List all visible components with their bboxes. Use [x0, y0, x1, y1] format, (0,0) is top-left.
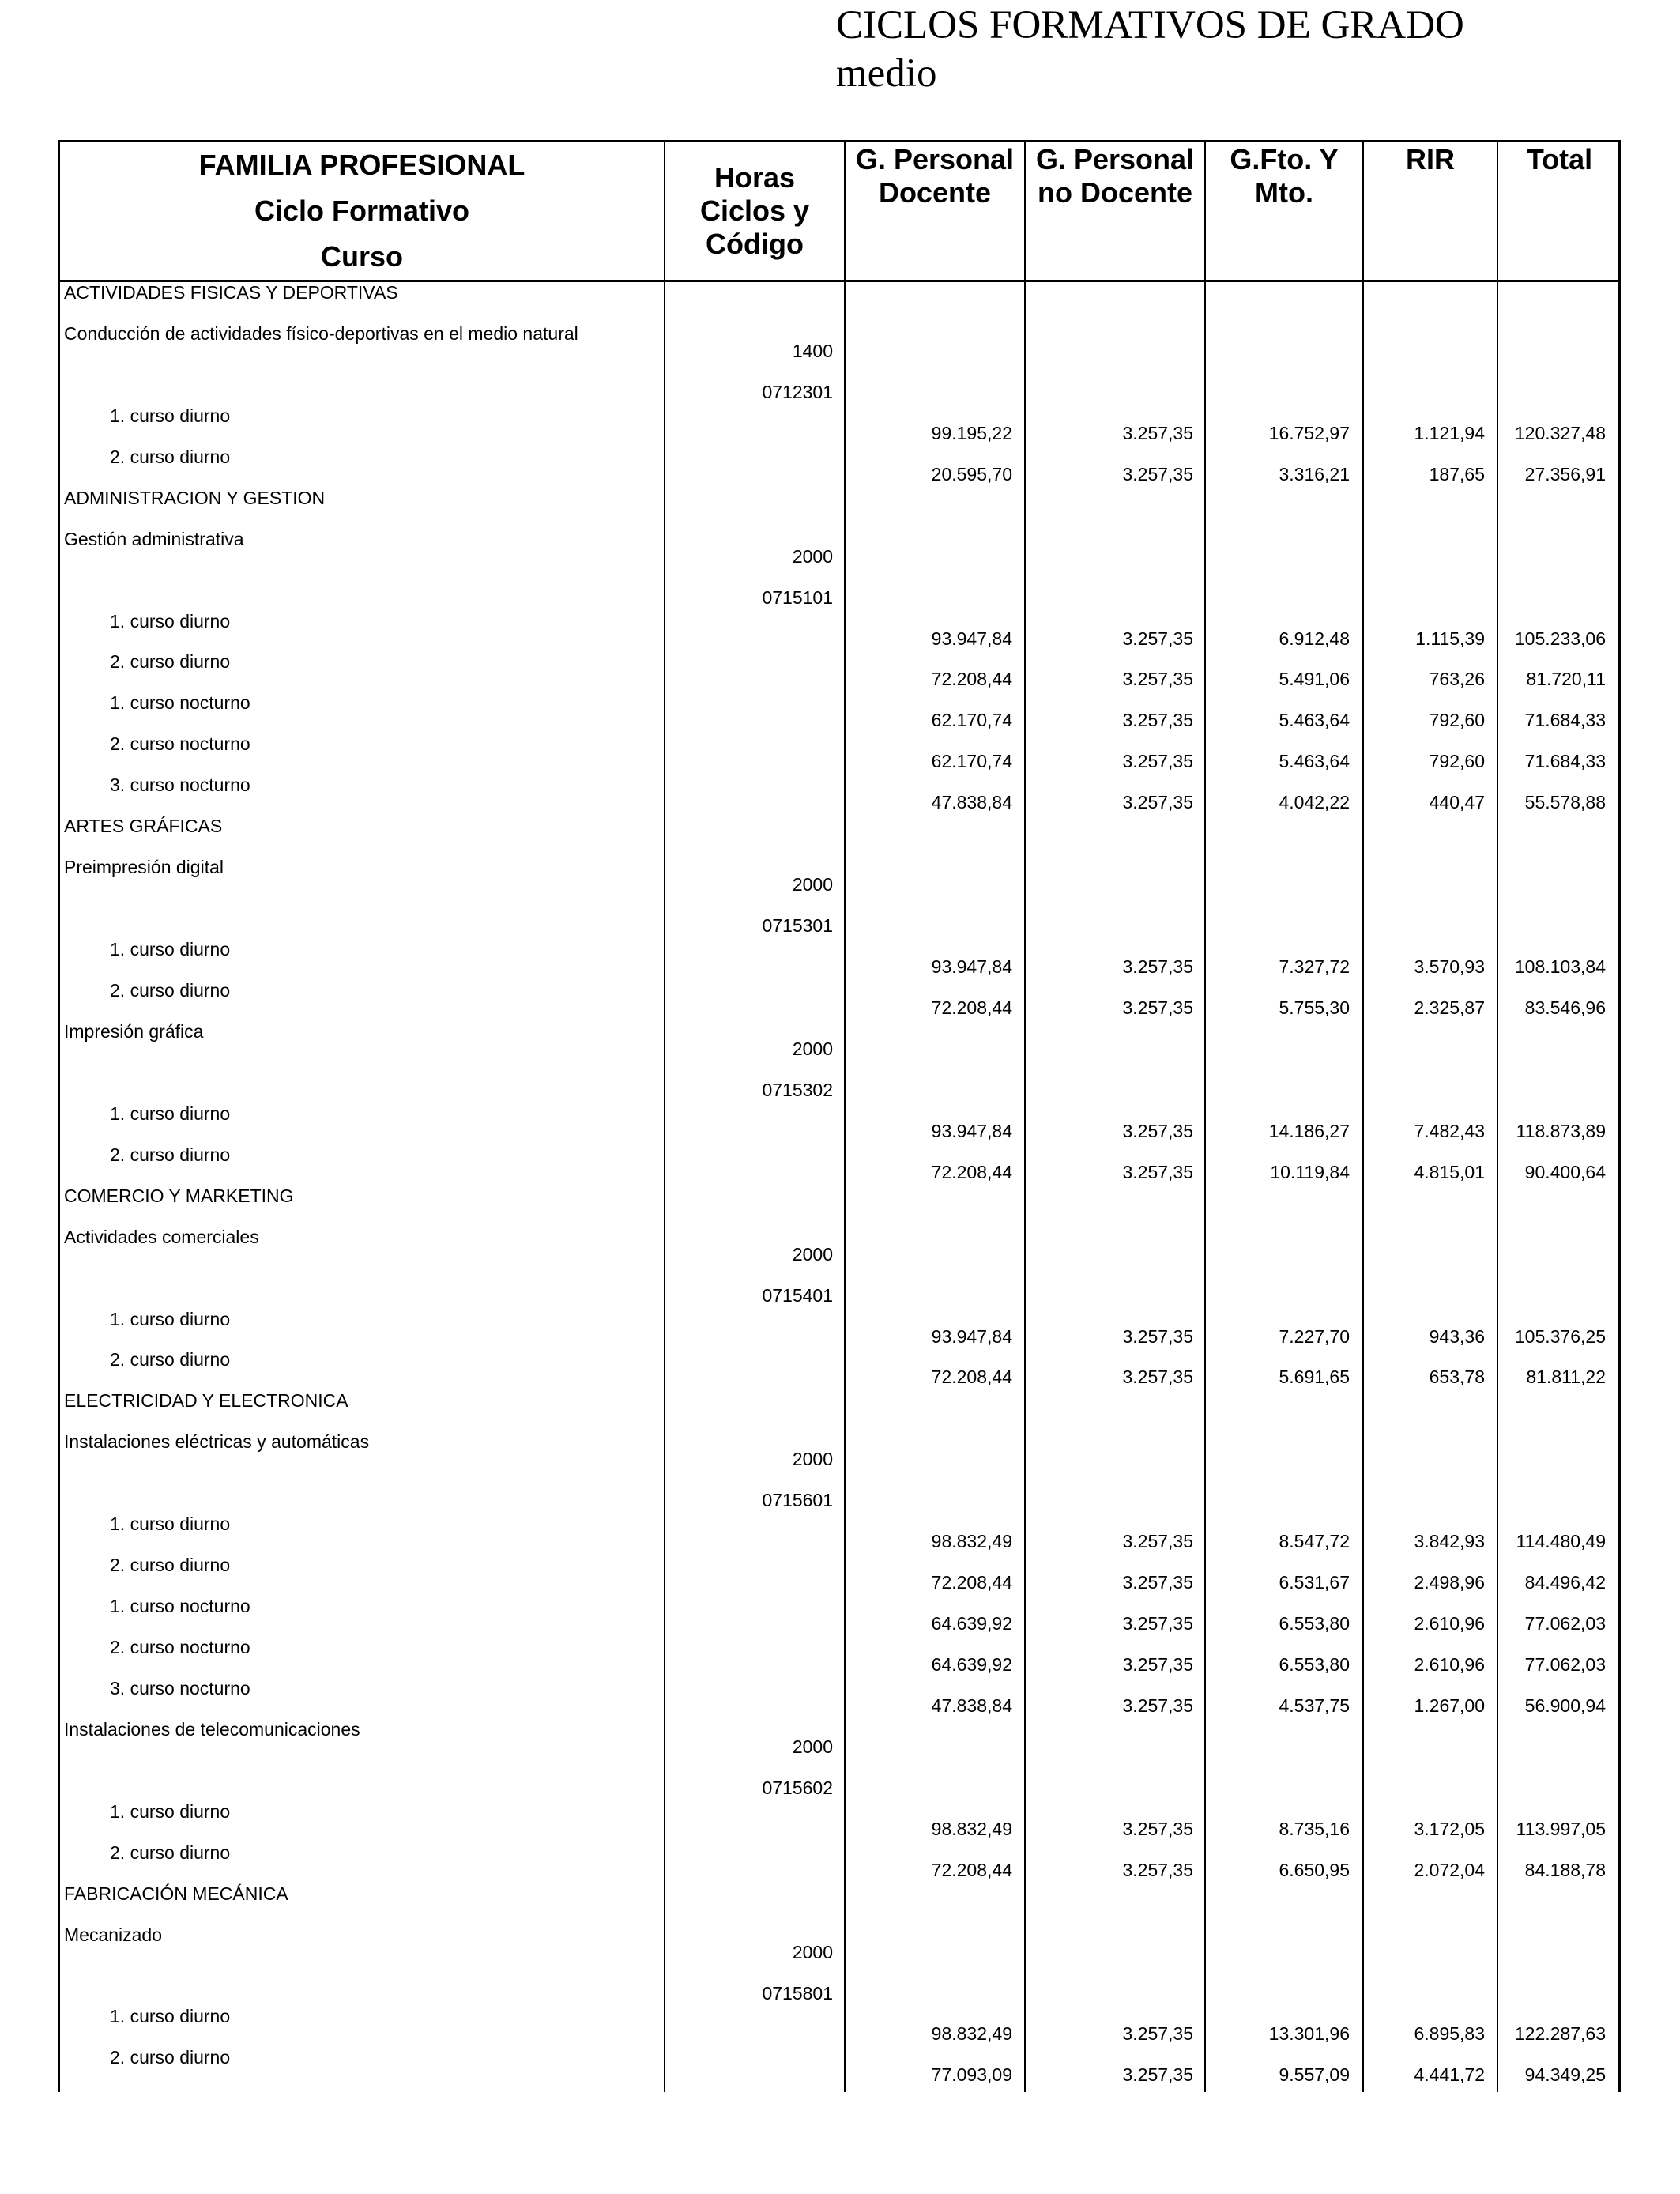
g-personal-no-docente-cell: 3.257,35 — [1122, 464, 1193, 484]
cycle-label: Instalaciones de telecomunicaciones — [64, 1719, 360, 1740]
g-personal-no-docente-cell: 3.257,35 — [1122, 956, 1193, 977]
family-label: ARTES GRÁFICAS — [64, 816, 223, 836]
total-cell: 114.480,49 — [1516, 1531, 1606, 1551]
family-row — [0, 1883, 1680, 1924]
header-line: G. Personal — [855, 143, 1015, 175]
course-row — [0, 1678, 1680, 1719]
code-cell: 2000 — [792, 1244, 833, 1265]
rir-cell: 3.842,93 — [1414, 1531, 1485, 1551]
course-row — [0, 1309, 1680, 1350]
course-row — [0, 405, 1680, 447]
page-title — [836, 2, 1464, 98]
g-personal-no-docente-cell: 3.257,35 — [1122, 710, 1193, 730]
code-cell: 0715801 — [762, 1983, 833, 2004]
header-familia — [60, 142, 664, 280]
rir-cell: 2.610,96 — [1414, 1613, 1485, 1634]
rir-cell: 1.267,00 — [1414, 1695, 1485, 1716]
rir-cell: 653,78 — [1429, 1367, 1485, 1387]
code-row — [0, 1760, 1680, 1801]
rir-cell: 943,36 — [1429, 1326, 1485, 1347]
cycle-label: Conducción de actividades físico-deportivas en el medio natural — [64, 323, 578, 344]
g-personal-no-docente-cell: 3.257,35 — [1122, 997, 1193, 1018]
family-row — [0, 282, 1680, 323]
header-line: RIR — [1406, 143, 1455, 175]
header-line: Total — [1526, 143, 1593, 175]
cycle-row — [0, 1924, 1680, 1966]
course-row — [0, 733, 1680, 775]
gfto-mto-cell: 3.316,21 — [1279, 464, 1350, 484]
rir-cell: 3.172,05 — [1414, 1819, 1485, 1839]
total-cell: 108.103,84 — [1514, 956, 1606, 977]
gfto-mto-cell: 6.912,48 — [1279, 628, 1350, 649]
cycle-label: Instalaciones eléctricas y automáticas — [64, 1431, 370, 1452]
family-label: ELECTRICIDAD Y ELECTRONICA — [64, 1390, 348, 1411]
g-personal-no-docente-cell: 3.257,35 — [1122, 1819, 1193, 1839]
total-cell: 77.062,03 — [1524, 1654, 1606, 1675]
family-label: ADMINISTRACION Y GESTION — [64, 488, 326, 508]
family-label: FABRICACIÓN MECÁNICA — [64, 1883, 288, 1904]
code-cell: 0715602 — [762, 1777, 833, 1798]
rir-cell: 440,47 — [1429, 792, 1485, 812]
header-gfto-mto — [1206, 143, 1362, 209]
course-row — [0, 1555, 1680, 1596]
g-personal-docente-cell: 98.832,49 — [931, 2023, 1012, 2044]
g-personal-no-docente-cell: 3.257,35 — [1122, 2023, 1193, 2044]
total-cell: 118.873,89 — [1516, 1121, 1606, 1141]
code-row — [0, 1472, 1680, 1514]
cycle-label: Preimpresión digital — [64, 857, 224, 877]
code-row — [0, 1966, 1680, 2007]
total-cell: 27.356,91 — [1524, 464, 1606, 484]
course-row — [0, 2047, 1680, 2088]
g-personal-docente-cell: 99.195,22 — [931, 423, 1012, 443]
course-label: 1. curso diurno — [110, 1801, 231, 1822]
code-row — [0, 570, 1680, 611]
gfto-mto-cell: 13.301,96 — [1268, 2023, 1350, 2044]
course-row — [0, 447, 1680, 488]
total-cell: 71.684,33 — [1524, 751, 1606, 771]
rir-cell: 763,26 — [1429, 669, 1485, 689]
g-personal-docente-cell: 93.947,84 — [931, 956, 1012, 977]
g-personal-no-docente-cell: 3.257,35 — [1122, 1860, 1193, 1880]
page-title-line-2: medio — [836, 51, 937, 96]
rir-cell: 3.570,93 — [1414, 956, 1485, 977]
g-personal-docente-cell: 93.947,84 — [931, 1121, 1012, 1141]
rir-cell: 1.121,94 — [1414, 423, 1485, 443]
course-row — [0, 1514, 1680, 1555]
gfto-mto-cell: 7.227,70 — [1279, 1326, 1350, 1347]
g-personal-no-docente-cell: 3.257,35 — [1122, 628, 1193, 649]
total-cell: 83.546,96 — [1524, 997, 1606, 1018]
g-personal-no-docente-cell: 3.257,35 — [1122, 1654, 1193, 1675]
g-personal-docente-cell: 47.838,84 — [931, 1695, 1012, 1716]
rir-cell: 4.815,01 — [1414, 1162, 1485, 1182]
course-label: 2. curso diurno — [110, 447, 231, 467]
rir-cell: 792,60 — [1429, 710, 1485, 730]
rir-cell: 2.325,87 — [1414, 997, 1485, 1018]
page-title-line-1: CICLOS FORMATIVOS DE GRADO — [836, 3, 1464, 47]
rir-cell: 187,65 — [1429, 464, 1485, 484]
course-label: 1. curso diurno — [110, 2006, 231, 2026]
g-personal-no-docente-cell: 3.257,35 — [1122, 2064, 1193, 2085]
cycle-row — [0, 1227, 1680, 1268]
gfto-mto-cell: 8.547,72 — [1279, 1531, 1350, 1551]
course-label: 1. curso diurno — [110, 611, 231, 631]
course-label: 1. curso diurno — [110, 1514, 231, 1534]
course-label: 1. curso diurno — [110, 1309, 231, 1329]
total-cell: 56.900,94 — [1524, 1695, 1606, 1716]
code-cell: 1400 — [792, 341, 833, 361]
course-label: 3. curso nocturno — [110, 1678, 250, 1698]
course-row — [0, 1349, 1680, 1390]
header-line: G.Fto. Y — [1230, 143, 1339, 175]
g-personal-no-docente-cell: 3.257,35 — [1122, 1367, 1193, 1387]
course-row — [0, 2006, 1680, 2047]
course-row — [0, 651, 1680, 692]
total-cell: 81.720,11 — [1526, 669, 1606, 689]
course-row — [0, 1801, 1680, 1842]
g-personal-no-docente-cell: 3.257,35 — [1122, 1326, 1193, 1347]
course-label: 2. curso diurno — [110, 1555, 231, 1575]
course-label: 2. curso nocturno — [110, 733, 250, 754]
total-cell: 77.062,03 — [1524, 1613, 1606, 1634]
rir-cell: 2.072,04 — [1414, 1860, 1485, 1880]
g-personal-no-docente-cell: 3.257,35 — [1122, 792, 1193, 812]
course-label: 1. curso nocturno — [110, 692, 250, 713]
code-cell: 0715302 — [762, 1080, 833, 1100]
total-cell: 81.811,22 — [1526, 1367, 1606, 1387]
rir-cell: 792,60 — [1429, 751, 1485, 771]
course-row — [0, 692, 1680, 733]
course-label: 2. curso nocturno — [110, 1637, 250, 1657]
code-cell: 2000 — [792, 546, 833, 567]
rir-cell: 4.441,72 — [1414, 2064, 1485, 2085]
course-label: 2. curso diurno — [110, 651, 231, 672]
total-cell: 105.233,06 — [1514, 628, 1606, 649]
g-personal-docente-cell: 64.639,92 — [931, 1613, 1012, 1634]
family-row — [0, 1390, 1680, 1431]
g-personal-docente-cell: 47.838,84 — [931, 792, 1012, 812]
code-row — [0, 898, 1680, 939]
course-label: 1. curso nocturno — [110, 1596, 250, 1616]
course-label: 2. curso diurno — [110, 1842, 231, 1863]
rir-cell: 7.482,43 — [1414, 1121, 1485, 1141]
g-personal-docente-cell: 20.595,70 — [931, 464, 1012, 484]
cycle-row — [0, 529, 1680, 570]
gfto-mto-cell: 16.752,97 — [1268, 423, 1350, 443]
code-cell: 2000 — [792, 874, 833, 895]
course-label: 1. curso diurno — [110, 405, 231, 426]
code-cell: 0712301 — [762, 382, 833, 402]
course-label: 3. curso nocturno — [110, 775, 250, 795]
g-personal-docente-cell: 93.947,84 — [931, 1326, 1012, 1347]
cycle-row — [0, 323, 1680, 364]
code-cell: 2000 — [792, 1736, 833, 1757]
header-line: Mto. — [1255, 176, 1313, 209]
family-row — [0, 488, 1680, 529]
cycle-label: Mecanizado — [64, 1924, 163, 1945]
g-personal-no-docente-cell: 3.257,35 — [1122, 1613, 1193, 1634]
g-personal-no-docente-cell: 3.257,35 — [1122, 1121, 1193, 1141]
gfto-mto-cell: 5.463,64 — [1279, 710, 1350, 730]
course-row — [0, 980, 1680, 1021]
g-personal-docente-cell: 98.832,49 — [931, 1531, 1012, 1551]
total-cell: 90.400,64 — [1524, 1162, 1606, 1182]
g-personal-docente-cell: 93.947,84 — [931, 628, 1012, 649]
gfto-mto-cell: 7.327,72 — [1279, 956, 1350, 977]
gfto-mto-cell: 6.650,95 — [1279, 1860, 1350, 1880]
g-personal-no-docente-cell: 3.257,35 — [1122, 1572, 1193, 1593]
cycle-row — [0, 1431, 1680, 1472]
gfto-mto-cell: 5.463,64 — [1279, 751, 1350, 771]
gfto-mto-cell: 8.735,16 — [1279, 1819, 1350, 1839]
code-cell: 0715101 — [762, 587, 833, 608]
code-row — [0, 1062, 1680, 1103]
family-row — [0, 816, 1680, 857]
total-cell: 84.188,78 — [1524, 1860, 1606, 1880]
family-row — [0, 1186, 1680, 1227]
gfto-mto-cell: 4.042,22 — [1279, 792, 1350, 812]
header-g-personal-docente — [846, 143, 1024, 209]
g-personal-no-docente-cell: 3.257,35 — [1122, 1531, 1193, 1551]
g-personal-no-docente-cell: 3.257,35 — [1122, 1695, 1193, 1716]
family-label: COMERCIO Y MARKETING — [64, 1186, 294, 1206]
g-personal-docente-cell: 72.208,44 — [931, 1162, 1012, 1182]
header-ciclos-line: Ciclos y — [699, 194, 810, 227]
cycle-row — [0, 1021, 1680, 1062]
total-cell: 84.496,42 — [1524, 1572, 1606, 1593]
g-personal-no-docente-cell: 3.257,35 — [1122, 423, 1193, 443]
code-row — [0, 364, 1680, 405]
course-row — [0, 1637, 1680, 1678]
course-row — [0, 939, 1680, 980]
total-cell: 94.349,25 — [1524, 2064, 1606, 2085]
cycle-row — [0, 1719, 1680, 1760]
cycle-label: Actividades comerciales — [64, 1227, 259, 1247]
code-cell: 2000 — [792, 1039, 833, 1059]
code-row — [0, 1268, 1680, 1309]
g-personal-no-docente-cell: 3.257,35 — [1122, 1162, 1193, 1182]
g-personal-no-docente-cell: 3.257,35 — [1122, 669, 1193, 689]
course-label: 2. curso diurno — [110, 2047, 231, 2068]
rir-cell: 2.498,96 — [1414, 1572, 1485, 1593]
cycle-label: Impresión gráfica — [64, 1021, 204, 1042]
code-cell: 0715301 — [762, 915, 833, 936]
g-personal-docente-cell: 72.208,44 — [931, 669, 1012, 689]
total-cell: 113.997,05 — [1516, 1819, 1606, 1839]
cycle-row — [0, 857, 1680, 898]
gfto-mto-cell: 5.491,06 — [1279, 669, 1350, 689]
g-personal-docente-cell: 77.093,09 — [931, 2064, 1012, 2085]
g-personal-no-docente-cell: 3.257,35 — [1122, 751, 1193, 771]
course-row — [0, 1103, 1680, 1144]
gfto-mto-cell: 6.553,80 — [1279, 1654, 1350, 1675]
header-horas-line: Horas — [714, 161, 796, 194]
gfto-mto-cell: 10.119,84 — [1270, 1162, 1350, 1182]
header-codigo-line: Código — [706, 228, 804, 260]
g-personal-docente-cell: 72.208,44 — [931, 997, 1012, 1018]
rir-cell: 2.610,96 — [1414, 1654, 1485, 1675]
gfto-mto-cell: 6.553,80 — [1279, 1613, 1350, 1634]
header-line: no Docente — [1037, 176, 1192, 209]
course-row — [0, 1144, 1680, 1186]
total-cell: 55.578,88 — [1524, 792, 1606, 812]
total-cell: 122.287,63 — [1514, 2023, 1606, 2044]
rir-cell: 1.115,39 — [1415, 628, 1485, 649]
gfto-mto-cell: 6.531,67 — [1279, 1572, 1350, 1593]
header-horas — [665, 161, 844, 261]
header-familia-line: FAMILIA PROFESIONAL — [198, 149, 525, 181]
total-cell: 120.327,48 — [1514, 423, 1606, 443]
gfto-mto-cell: 5.691,65 — [1279, 1367, 1350, 1387]
course-row — [0, 611, 1680, 652]
header-rir — [1364, 143, 1497, 176]
code-cell: 0715601 — [762, 1490, 833, 1510]
course-label: 1. curso diurno — [110, 1103, 231, 1124]
code-cell: 2000 — [792, 1449, 833, 1469]
course-row — [0, 1596, 1680, 1637]
cycle-label: Gestión administrativa — [64, 529, 244, 549]
header-curso-line: Curso — [320, 240, 403, 273]
header-ciclo-line: Ciclo Formativo — [254, 194, 470, 227]
header-g-personal-no-docente — [1026, 143, 1204, 209]
family-label: ACTIVIDADES FISICAS Y DEPORTIVAS — [64, 282, 398, 303]
header-total — [1498, 143, 1621, 176]
course-label: 2. curso diurno — [110, 980, 231, 1001]
course-row — [0, 1842, 1680, 1883]
course-row — [0, 775, 1680, 816]
g-personal-docente-cell: 62.170,74 — [931, 751, 1012, 771]
g-personal-docente-cell: 72.208,44 — [931, 1367, 1012, 1387]
gfto-mto-cell: 4.537,75 — [1279, 1695, 1350, 1716]
header-line: Docente — [878, 176, 992, 209]
g-personal-docente-cell: 72.208,44 — [931, 1572, 1012, 1593]
course-label: 2. curso diurno — [110, 1349, 231, 1370]
total-cell: 71.684,33 — [1524, 710, 1606, 730]
course-label: 2. curso diurno — [110, 1144, 231, 1165]
code-cell: 2000 — [792, 1942, 833, 1962]
gfto-mto-cell: 5.755,30 — [1279, 997, 1350, 1018]
g-personal-docente-cell: 62.170,74 — [931, 710, 1012, 730]
rir-cell: 6.895,83 — [1414, 2023, 1485, 2044]
code-cell: 0715401 — [762, 1285, 833, 1306]
total-cell: 105.376,25 — [1514, 1326, 1606, 1347]
header-line: G. Personal — [1035, 143, 1195, 175]
gfto-mto-cell: 14.186,27 — [1268, 1121, 1350, 1141]
course-label: 1. curso diurno — [110, 939, 231, 959]
g-personal-docente-cell: 72.208,44 — [931, 1860, 1012, 1880]
g-personal-docente-cell: 98.832,49 — [931, 1819, 1012, 1839]
gfto-mto-cell: 9.557,09 — [1279, 2064, 1350, 2085]
g-personal-docente-cell: 64.639,92 — [931, 1654, 1012, 1675]
